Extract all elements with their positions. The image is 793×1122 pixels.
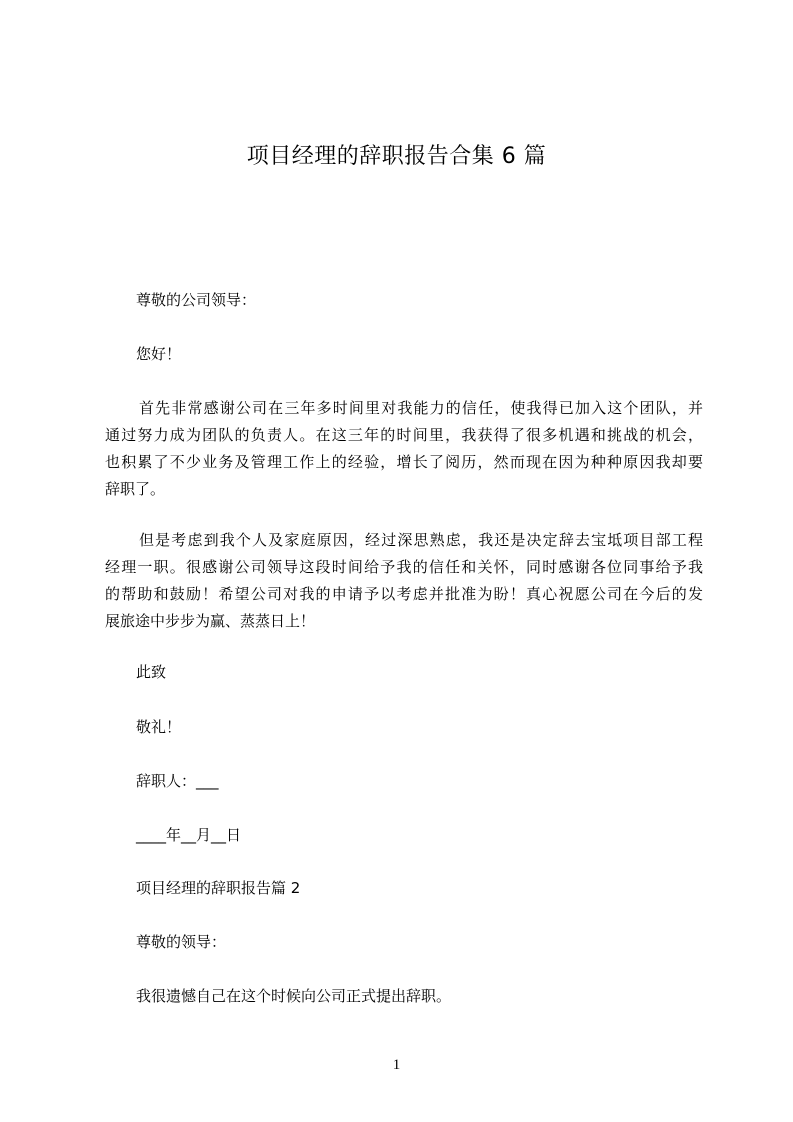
date-line: ____年__月__日 [136, 826, 242, 844]
signer-line: 辞职人：___ [136, 772, 219, 790]
paragraph-2-line: 经理一职。很感谢公司领导这段时间给予我的信任和关怀，同时感谢各位同事给予我 [105, 558, 703, 576]
paragraph-1-line: 通过努力成为团队的负责人。在这三年的时间里，我获得了很多机遇和挑战的机会， [105, 426, 703, 444]
section-2-salutation: 尊敬的领导： [136, 933, 227, 951]
page-number: 1 [392, 1057, 401, 1073]
paragraph-1-line: 辞职了。 [105, 480, 166, 498]
paragraph-1-line: 也积累了不少业务及管理工作上的经验，增长了阅历，然而现在因为种种原因我却要 [105, 453, 703, 471]
salutation: 尊敬的公司领导： [136, 291, 257, 309]
section-2-title: 项目经理的辞职报告篇 2 [136, 879, 301, 897]
closing-jingli: 敬礼！ [136, 718, 182, 736]
paragraph-2-line: 的帮助和鼓励！希望公司对我的申请予以考虑并批准为盼！真心祝愿公司在今后的发 [105, 585, 703, 603]
paragraph-2 [105, 527, 703, 635]
greeting: 您好！ [136, 345, 182, 363]
document-title: 项目经理的辞职报告合集 6 篇 [246, 144, 547, 169]
paragraph-1-line: 首先非常感谢公司在三年多时间里对我能力的信任，使我得已加入这个团队，并 [139, 399, 703, 417]
paragraph-2-line: 但是考虑到我个人及家庭原因，经过深思熟虑，我还是决定辞去宝坻项目部工程 [139, 531, 703, 549]
paragraph-1 [105, 395, 703, 503]
paragraph-2-line: 展旅途中步步为赢、蒸蒸日上！ [105, 612, 316, 630]
section-2-text: 我很遗憾自己在这个时候向公司正式提出辞职。 [136, 987, 452, 1005]
closing-cizhi: 此致 [136, 663, 167, 681]
